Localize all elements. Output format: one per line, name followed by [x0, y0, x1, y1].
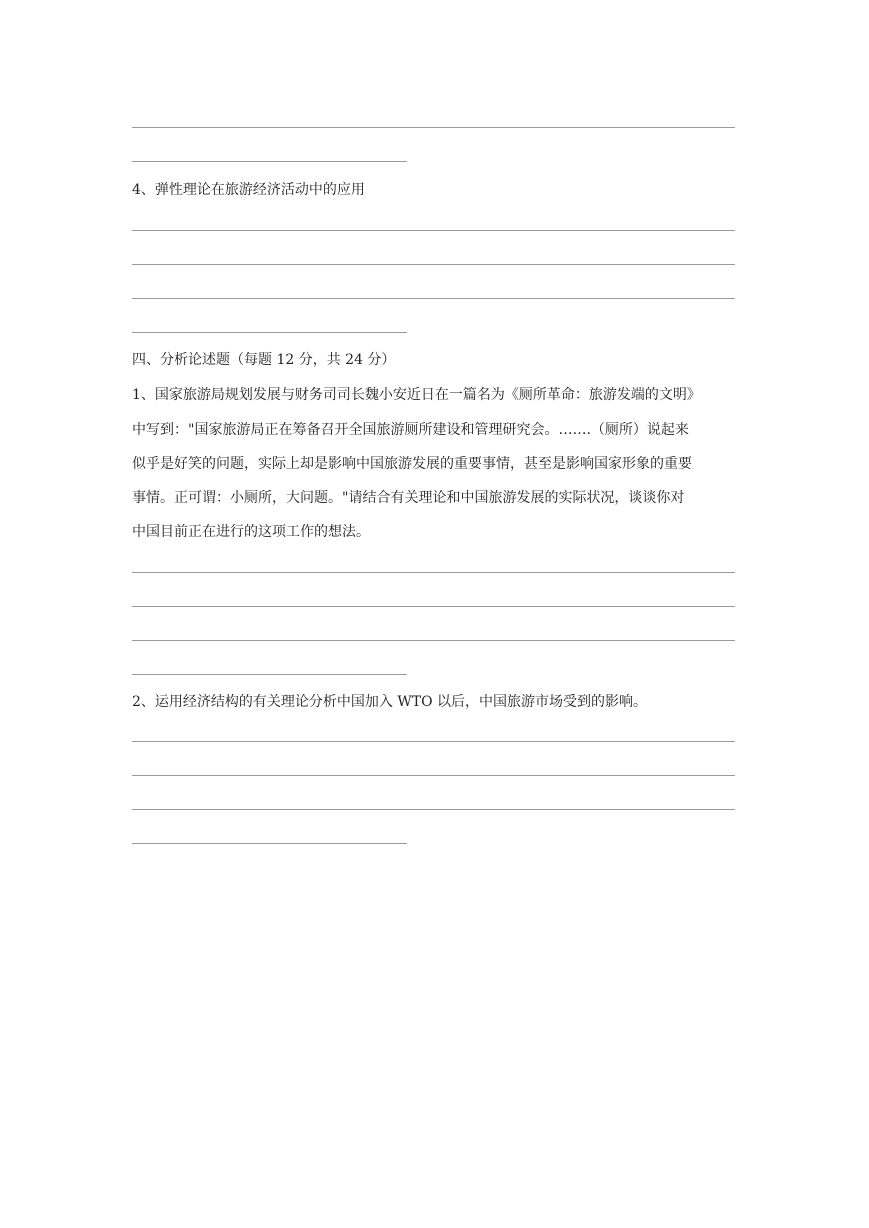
- essay-question-2: 2、运用经济结构的有关理论分析中国加入 WTO 以后，中国旅游市场受到的影响。: [132, 694, 648, 710]
- essay-1-line: 1、国家旅游局规划发展与财务司司长魏小安近日在一篇名为《厕所革命：旅游发端的文明》: [132, 387, 701, 403]
- essay-1-line: 事情。正可谓：小厕所，大问题。"请结合有关理论和中国旅游发展的实际状况，谈谈你对: [132, 490, 685, 506]
- answer-line: [132, 640, 735, 641]
- answer-line: [132, 230, 735, 231]
- answer-line: [132, 775, 735, 776]
- answer-line-short: [132, 161, 407, 162]
- answer-line: [132, 606, 735, 607]
- essay-1-line: 中写到："国家旅游局正在筹备召开全国旅游厕所建设和管理研究会。…….（厕所）说起来: [132, 422, 689, 438]
- section-4-heading: 四、分析论述题（每题 12 分，共 24 分）: [132, 352, 396, 368]
- question-4-heading: 4、弹性理论在旅游经济活动中的应用: [132, 182, 365, 198]
- answer-line: [132, 572, 735, 573]
- answer-line: [132, 264, 735, 265]
- answer-line: [132, 809, 735, 810]
- answer-line-short: [132, 332, 407, 333]
- answer-line-short: [132, 843, 407, 844]
- answer-line: [132, 298, 735, 299]
- answer-line: [132, 741, 735, 742]
- essay-1-line: 中国目前正在进行的这项工作的想法。: [132, 524, 370, 540]
- essay-1-line: 似乎是好笑的问题，实际上却是影响中国旅游发展的重要事情，甚至是影响国家形象的重要: [132, 456, 692, 472]
- answer-line-short: [132, 674, 407, 675]
- answer-line: [132, 127, 735, 128]
